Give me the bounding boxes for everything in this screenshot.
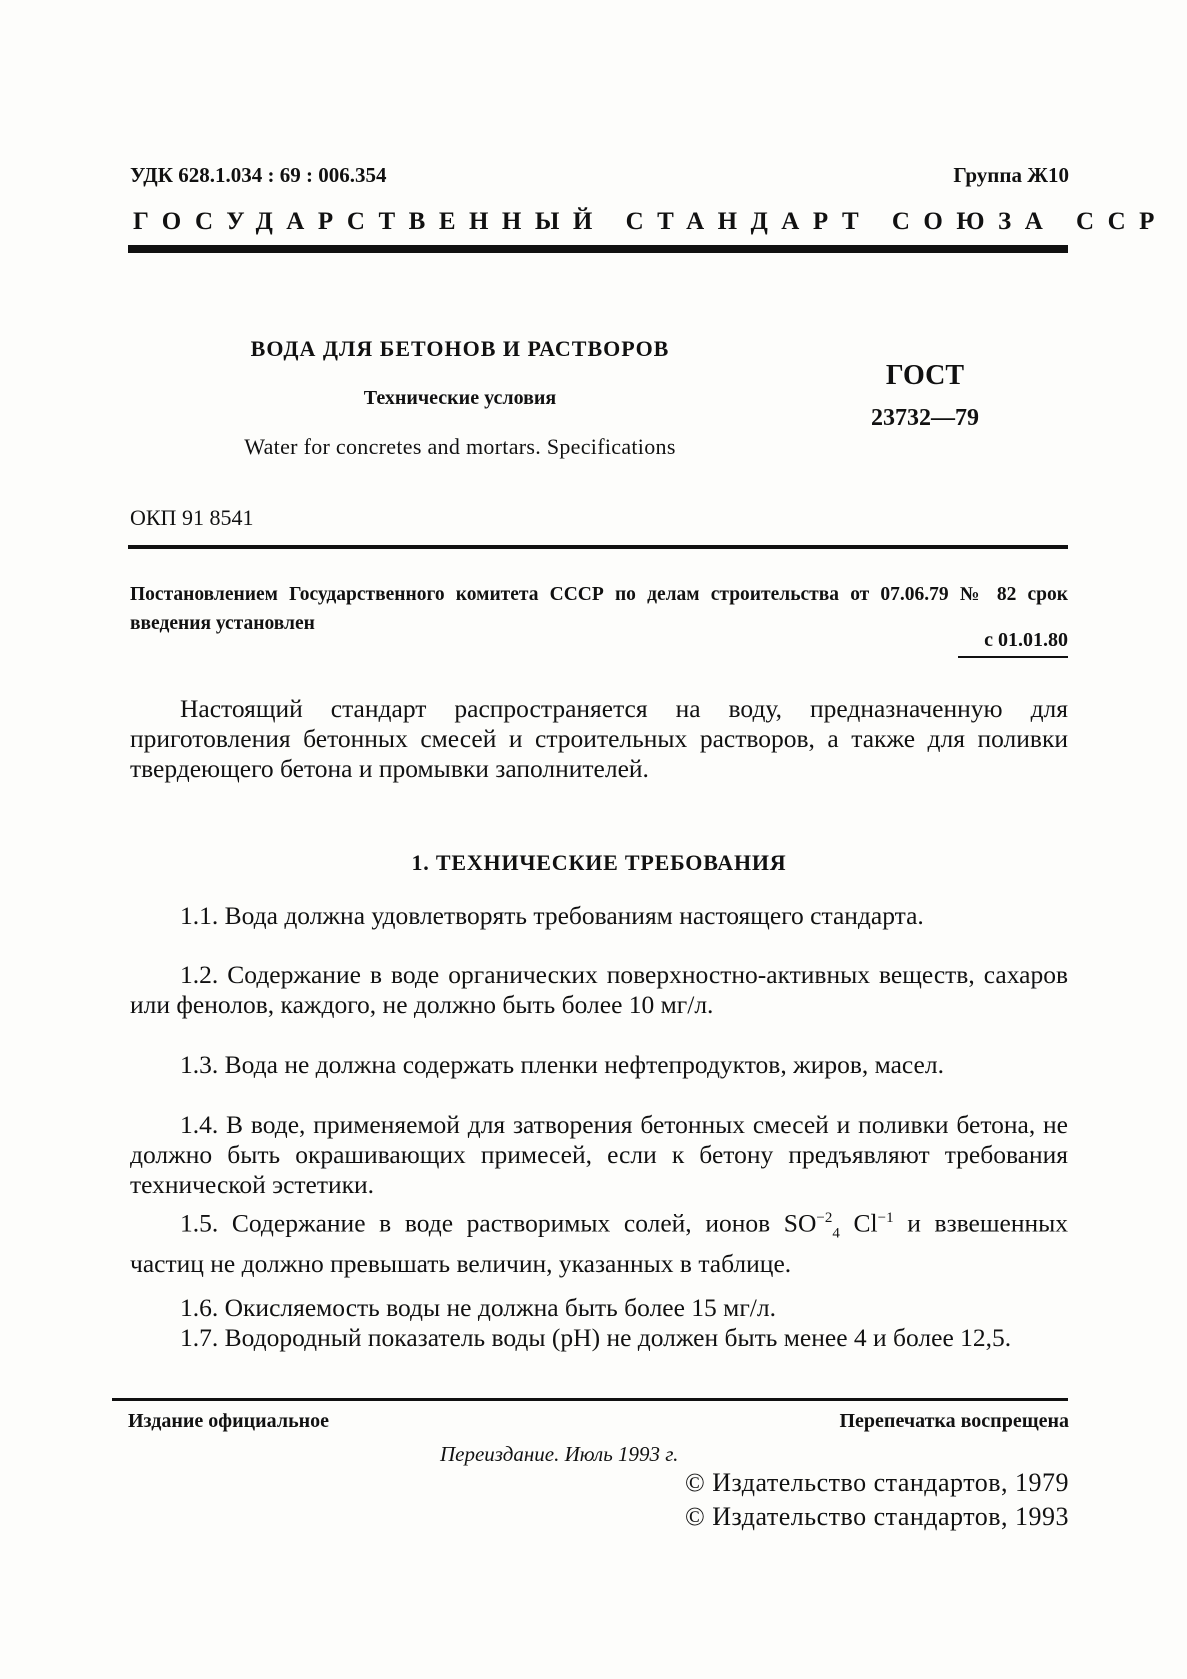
document-title: ВОДА ДЛЯ БЕТОНОВ И РАСТВОРОВ — [250, 336, 670, 361]
clause-text: 1.1. Вода должна удовлетворять требованиям настоящего стандарта. — [180, 901, 924, 930]
section-heading: 1. ТЕХНИЧЕСКИЕ ТРЕБОВАНИЯ — [411, 850, 787, 875]
clause-text-end: и взвешенных частиц не должно превышать величин, указанных в таблице. — [130, 1208, 1068, 1278]
okp-code: ОКП 91 8541 — [130, 505, 254, 530]
effective-date: с 01.01.80 — [984, 629, 1068, 651]
official-edition: Издание официальное — [128, 1410, 330, 1432]
clause-1-4 — [130, 1110, 1068, 1200]
sulfate-charge: −2 — [816, 1210, 833, 1226]
effective-date-underline — [958, 656, 1068, 658]
decree-text: Постановлением Государственного комитета СССР по делам строительства от 07.06.79 № 82 срок введения установлен — [130, 584, 1068, 634]
copyright-1993: © Издательство стандартов, 1993 — [684, 1502, 1069, 1531]
clause-text: 1.4. В воде, применяемой для затворения бетонных смесей и поливки бетона, не должно быть окрашивающих примесей, если к бетону предъявляют требования технической эстетики. — [130, 1110, 1068, 1199]
state-standard-banner: ГОСУДАРСТВЕННЫЙ СТАНДАРТ СОЮЗА ССР — [133, 208, 1168, 235]
reissue-note: Переиздание. Июль 1993 г. — [440, 1442, 679, 1466]
clause-text: 1.3. Вода не должна содержать пленки нефтепродуктов, жиров, масел. — [180, 1050, 944, 1079]
chloride-symbol: Cl — [839, 1208, 878, 1238]
clause-1-5 — [130, 1203, 1068, 1279]
clause-1-2 — [130, 960, 1068, 1020]
clause-1-3 — [130, 1050, 1068, 1080]
clause-1-7 — [130, 1323, 1068, 1353]
clause-1-6 — [130, 1293, 1068, 1323]
clause-1-1 — [130, 901, 1068, 931]
clause-text: 1.6. Окисляемость воды не должна быть более 15 мг/л. — [180, 1293, 776, 1322]
middle-rule — [128, 545, 1068, 549]
intro-paragraph — [130, 694, 1068, 784]
gost-number: 23732—79 — [871, 405, 979, 431]
top-rule — [128, 245, 1068, 253]
gost-label: ГОСТ — [885, 360, 965, 391]
clause-text: 1.2. Содержание в воде органических поверхностно-активных веществ, сахаров или фенолов, каждого, не должно быть более 10 мг/л. — [130, 960, 1068, 1019]
reprint-notice: Перепечатка воспрещена — [839, 1410, 1069, 1432]
bottom-rule — [112, 1398, 1068, 1401]
udk-code: УДК 628.1.034 : 69 : 006.354 — [130, 163, 387, 187]
group-code: Группа Ж10 — [953, 163, 1069, 187]
document-subtitle: Технические условия — [363, 387, 557, 409]
clause-text: 1.5. Содержание в воде растворимых солей, ионов SO — [180, 1208, 817, 1238]
english-title: Water for concretes and mortars. Specifications — [244, 434, 676, 459]
chloride-charge: −1 — [877, 1210, 894, 1226]
copyright-1979: © Издательство стандартов, 1979 — [684, 1468, 1069, 1497]
intro-text: Настоящий стандарт распространяется на воду, предназначенную для приготовления бетонных смесей и строительных растворов, а также для поливки твердеющего бетона и промывки заполнителей. — [130, 694, 1068, 783]
clause-text: 1.7. Водородный показатель воды (pH) не должен быть менее 4 и более 12,5. — [180, 1323, 1012, 1352]
sulfate-index: 4 — [832, 1225, 840, 1242]
